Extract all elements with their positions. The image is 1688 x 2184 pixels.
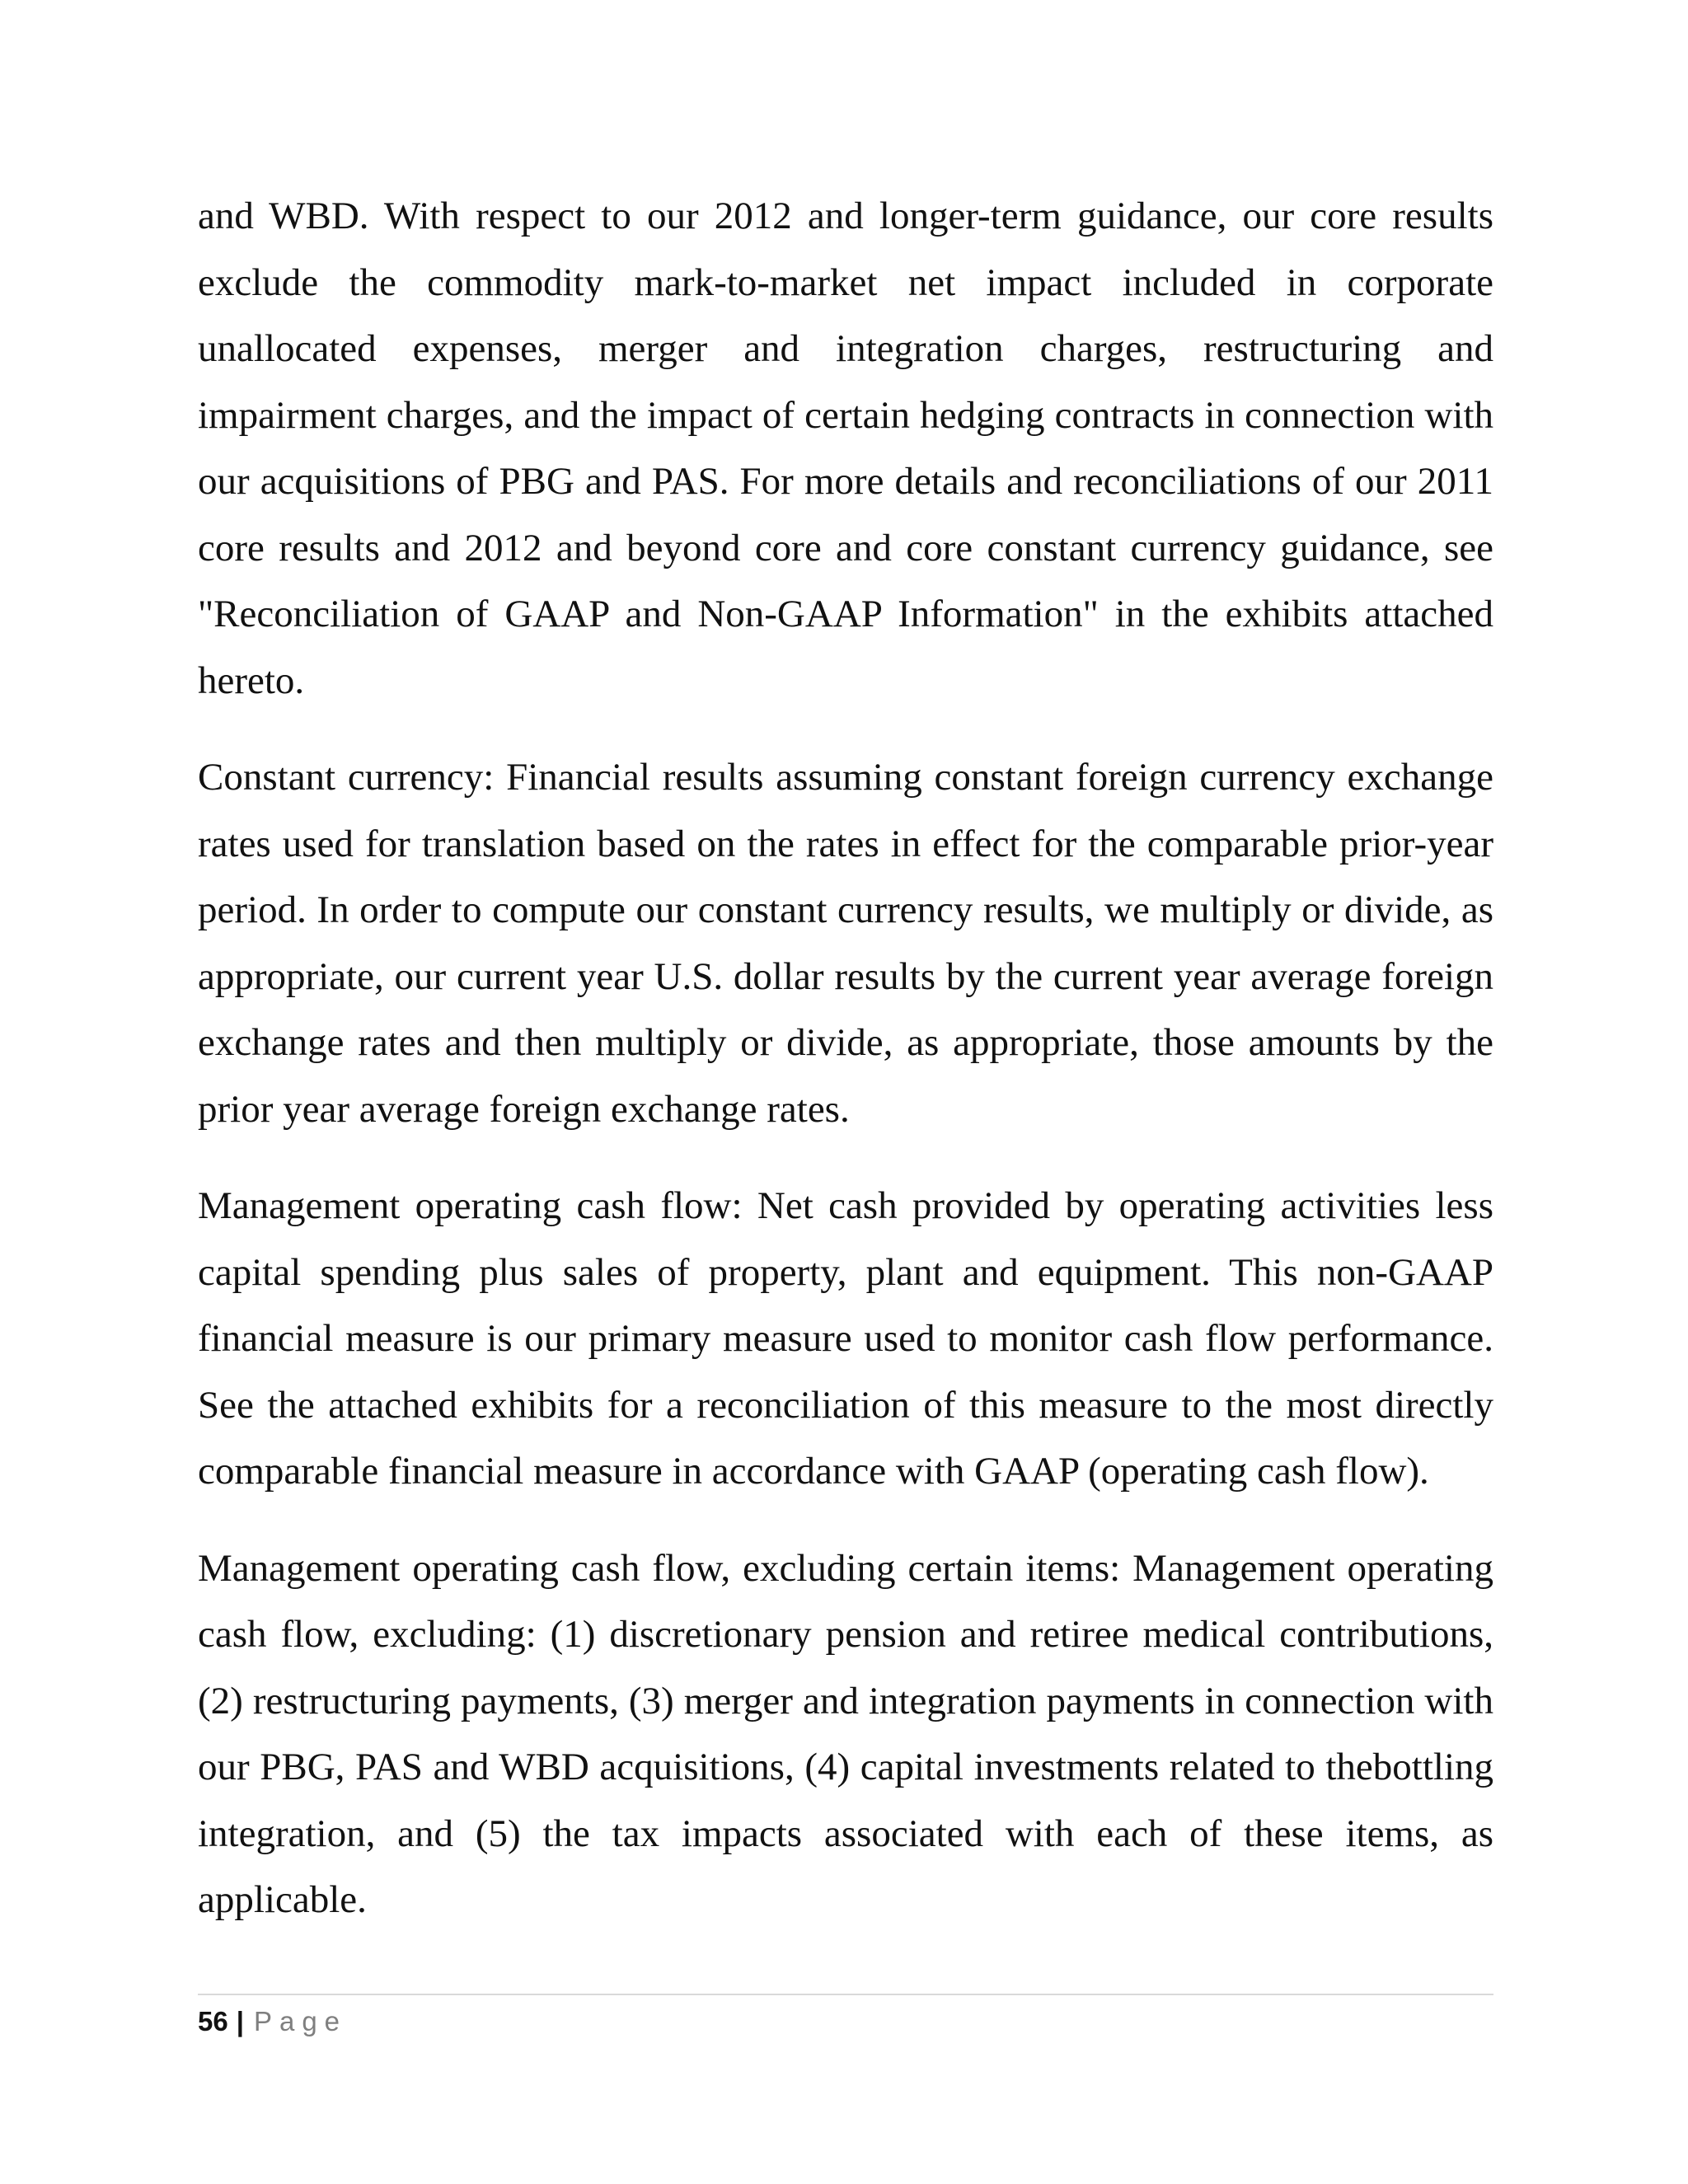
paragraph-management-operating-cash-flow: Management operating cash flow: Net cash provided by operating activities less capital spending plus sales of property, plant and equipment. This non-GAAP financial measure is our primary measure used to monitor cash flow performance. See the attached exhibits for a reconciliation of this measure to the most directly comparable financial measure in accordance with GAAP (operating cash flow). xyxy=(198,1184,1493,1493)
paragraph-core-results-guidance: and WBD. With respect to our 2012 and longer-term guidance, our core results exclude the commodity mark-to-market net impact included in corporate unallocated expenses, merger and integration charges, restructuring and impairment charges, and the impact of certain hedging contracts in connection with our acquisitions of PBG and PAS. For more details and reconciliations of our 2011 core results and 2012 and beyond core and core constant currency guidance, see "Reconciliation of GAAP and Non-GAAP Information" in the exhibits attached hereto. xyxy=(198,194,1493,702)
body-text xyxy=(198,183,1493,1964)
paragraph-mocf-excluding-items: Management operating cash flow, excluding certain items: Management operating cash flow, excluding: (1) discretionary pension and retiree medical contributions, (2) restructuring payments, (3) merger and integration payments in connection with our PBG, PAS and WBD acquisitions, (4) capital investments related to thebottling integration, and (5) the tax impacts associated with each of these items, as applicable. xyxy=(198,1546,1493,1921)
page-footer xyxy=(198,2001,347,2042)
paragraph-constant-currency: Constant currency: Financial results assuming constant foreign currency exchange rates used for translation based on the rates in effect for the comparable prior-year period. In order to compute our constant currency results, we multiply or divide, as appropriate, our current year U.S. dollar results by the current year average foreign exchange rates and then multiply or divide, as appropriate, those amounts by the prior year average foreign exchange rates. xyxy=(198,756,1493,1131)
footer-separator: | xyxy=(236,2006,244,2036)
page-number: 56 xyxy=(198,2006,228,2036)
footer-divider xyxy=(198,1994,1493,1995)
page-label: Page xyxy=(253,2006,348,2036)
